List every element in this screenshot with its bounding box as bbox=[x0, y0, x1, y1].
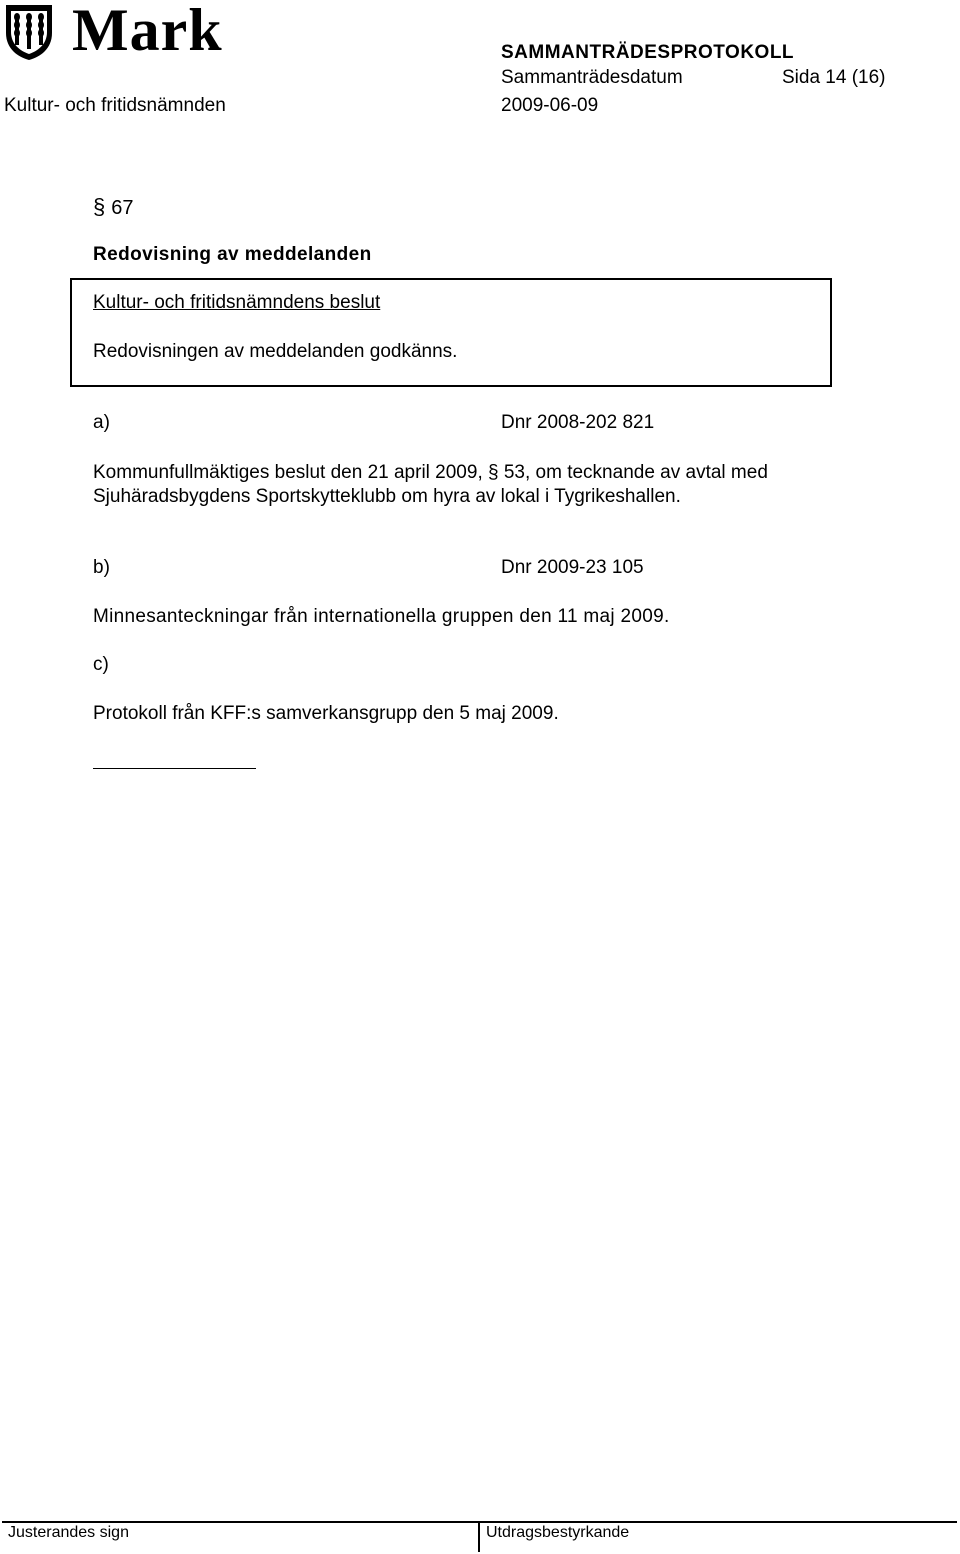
item-c-letter: c) bbox=[93, 654, 109, 675]
item-c-text: Protokoll från KFF:s samverkansgrupp den 5 maj 2009. bbox=[93, 703, 559, 724]
document-type: SAMMANTRÄDESPROTOKOLL bbox=[501, 42, 795, 63]
item-a-letter: a) bbox=[93, 412, 110, 433]
paragraph-number bbox=[93, 194, 134, 220]
item-b-text: Minnesanteckningar från internationella gruppen den 11 maj 2009. bbox=[93, 606, 670, 627]
section-sign: § bbox=[93, 194, 106, 219]
coat-of-arms-icon bbox=[4, 3, 54, 61]
organization-name: Kultur- och fritidsnämnden bbox=[4, 95, 226, 116]
item-b-letter: b) bbox=[93, 557, 110, 578]
signature-label: Justerandes sign bbox=[8, 1524, 129, 1541]
item-title: Redovisning av meddelanden bbox=[93, 244, 372, 265]
extract-certification-label: Utdragsbestyrkande bbox=[486, 1524, 630, 1541]
end-of-item-rule bbox=[93, 768, 256, 769]
item-b-dnr: Dnr 2009-23 105 bbox=[501, 557, 644, 578]
decision-text: Redovisningen av meddelanden godkänns. bbox=[93, 341, 458, 362]
footer-divider bbox=[478, 1521, 480, 1552]
item-a-text: Kommunfullmäktiges beslut den 21 april 2009, § 53, om tecknande av avtal med Sjuhäradsbygdens Sportskytteklubb om hyra av lokal i Tygrikeshallen. bbox=[93, 462, 768, 507]
item-a-dnr: Dnr 2008-202 821 bbox=[501, 412, 655, 433]
meeting-date-label: Sammanträdesdatum bbox=[501, 67, 683, 88]
municipality-logo-wordmark: Mark bbox=[72, 0, 223, 63]
meeting-date: 2009-06-09 bbox=[501, 95, 599, 116]
paragraph-number-value: 67 bbox=[111, 197, 134, 219]
page-number: Sida 14 (16) bbox=[782, 67, 886, 88]
decision-heading: Kultur- och fritidsnämndens beslut bbox=[93, 292, 381, 313]
